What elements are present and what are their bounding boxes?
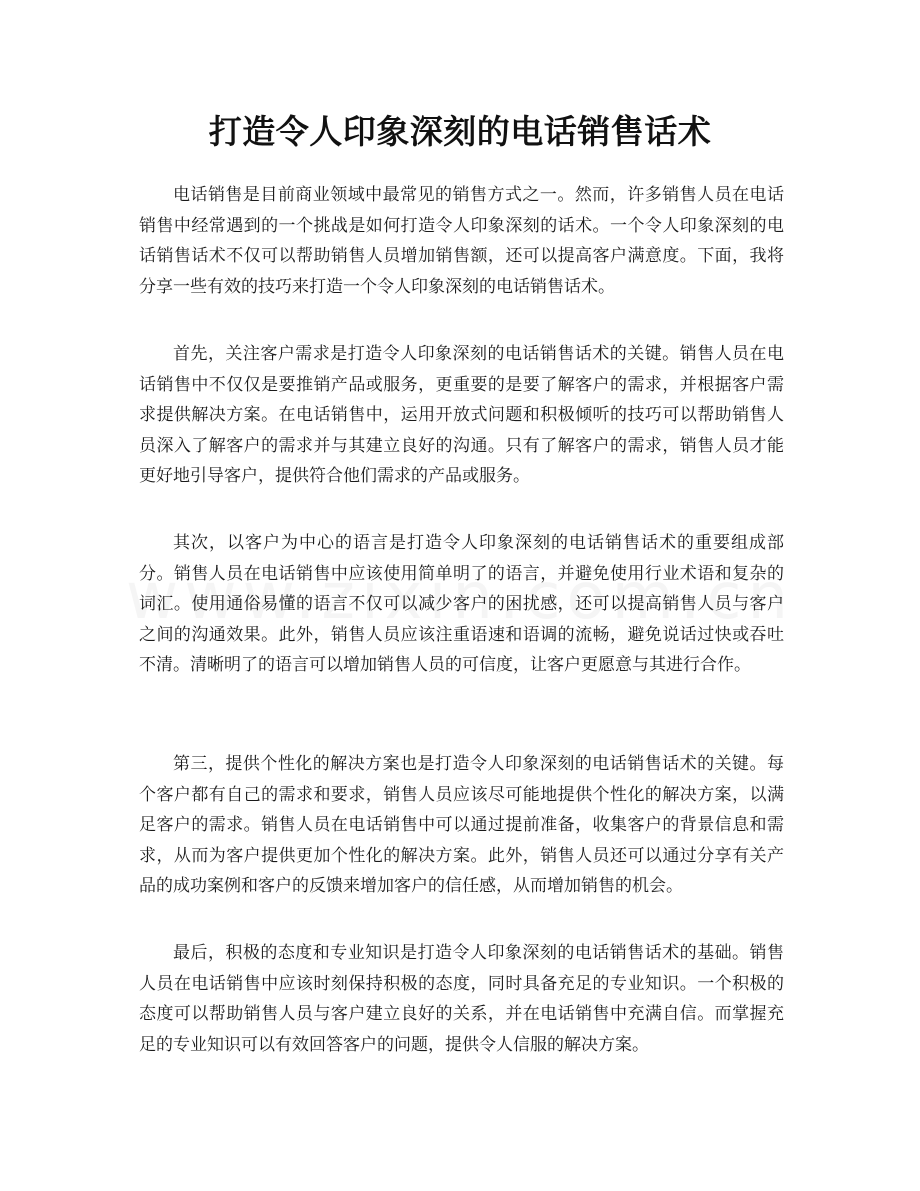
document-title: 打造令人印象深刻的电话销售话术 [208, 112, 712, 151]
paragraph-first: 首先，关注客户需求是打造令人印象深刻的电话销售话术的关键。销售人员在电话销售中不仅仅是要推销产品或服务，更重要的是要了解客户的需求，并根据客户需求提供解决方案。在电话销售中，运用开放式问题和积极倾听的技巧可以帮助销售人员深入了解客户的需求并与其建立良好的沟通。只有了解客户的需求，销售人员才能更好地引导客户，提供符合他们需求的产品或服务。 [139, 344, 784, 486]
paragraph-last: 最后，积极的态度和专业知识是打造令人印象深刻的电话销售话术的基础。销售人员在电话销售中应该时刻保持积极的态度，同时具备充足的专业知识。一个积极的态度可以帮助销售人员与客户建立良好的关系，并在电话销售中充满自信。而掌握充足的专业知识可以有效回答客户的问题，提供令人信服的解决方案。 [139, 943, 784, 1055]
paragraph-intro: 电话销售是目前商业领域中最常见的销售方式之一。然而，许多销售人员在电话销售中经常遇到的一个挑战是如何打造令人印象深刻的话术。一个令人印象深刻的电话销售话术不仅可以帮助销售人员增加销售额，还可以提高客户满意度。下面，我将分享一些有效的技巧来打造一个令人印象深刻的电话销售话术。 [139, 185, 784, 297]
paragraph-third: 第三，提供个性化的解决方案也是打造令人印象深刻的电话销售话术的关键。每个客户都有自己的需求和要求，销售人员应该尽可能地提供个性化的解决方案，以满足客户的需求。销售人员在电话销售中可以通过提前准备，收集客户的背景信息和需求，从而为客户提供更加个性化的解决方案。此外，销售人员还可以通过分享有关产品的成功案例和客户的反馈来增加客户的信任感，从而增加销售的机会。 [139, 754, 784, 896]
paragraph-second: 其次，以客户为中心的语言是打造令人印象深刻的电话销售话术的重要组成部分。销售人员在电话销售中应该使用简单明了的语言，并避免使用行业术语和复杂的词汇。使用通俗易懂的语言不仅可以减少客户的困扰感，还可以提高销售人员与客户之间的沟通效果。此外，销售人员应该注重语速和语调的流畅，避免说话过快或吞吐不清。清晰明了的语言可以增加销售人员的可信度，让客户更愿意与其进行合作。 [139, 533, 784, 675]
